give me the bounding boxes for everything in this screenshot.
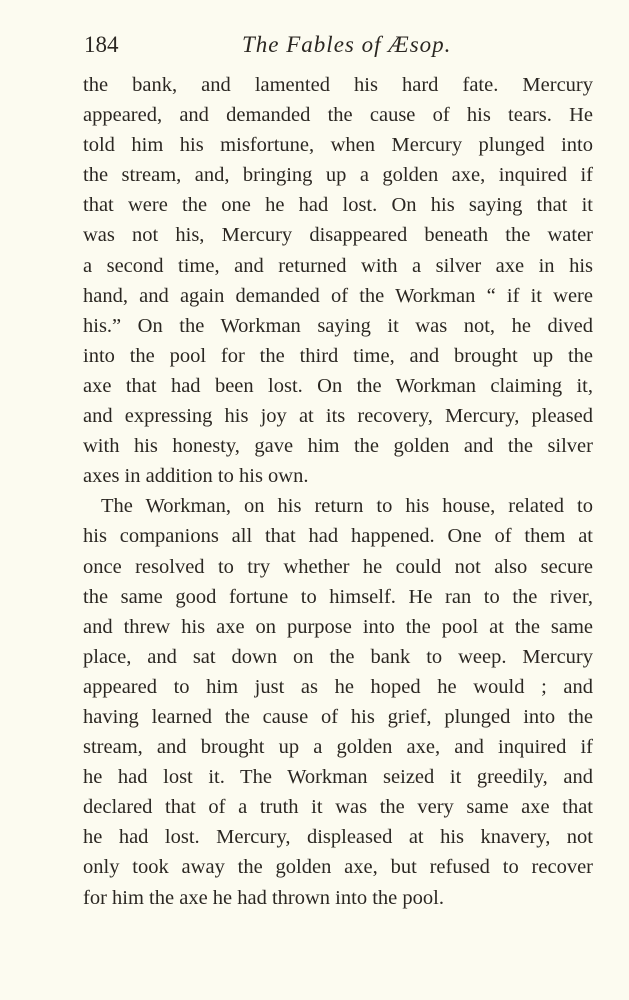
text-line: and threw his axe on purpose into the pool at the same	[83, 615, 593, 638]
text-line: declared that of a truth it was the very same axe that	[83, 796, 593, 819]
text-line: axe that had been lost. On the Workman claiming it,	[83, 374, 593, 397]
text-line: axes in addition to his own.	[83, 465, 309, 488]
text-line: the bank, and lamented his hard fate. Mercury	[83, 74, 593, 96]
running-head	[84, 30, 546, 64]
text-line: appeared, and demanded the cause of his tears. He	[83, 104, 593, 127]
text-line: was not his, Mercury disappeared beneath the water	[83, 224, 593, 247]
text-line: into the pool for the third time, and brought up the	[83, 344, 593, 367]
text-line: and expressing his joy at its recovery, Mercury, pleased	[83, 405, 593, 428]
text-line: having learned the cause of his grief, plunged into the	[83, 705, 593, 728]
text-line: that were the one he had lost. On his saying that it	[83, 194, 593, 217]
page-number: 184	[84, 32, 119, 57]
text-line: The Workman, on his return to his house, related to	[101, 495, 593, 518]
text-line: a second time, and returned with a silver axe in his	[83, 254, 593, 277]
text-line: told him his misfortune, when Mercury plunged into	[83, 134, 593, 157]
text-line: with his honesty, gave him the golden and the silver	[83, 435, 593, 458]
paragraph-2	[83, 491, 593, 912]
text-line: he had lost it. The Workman seized it greedily, and	[83, 766, 593, 789]
text-line: his companions all that had happened. One of them at	[83, 525, 593, 548]
text-line: the same good fortune to himself. He ran to the river,	[83, 585, 593, 608]
text-line: only took away the golden axe, but refused to recover	[83, 856, 593, 879]
text-line: hand, and again demanded of the Workman “ if it were	[83, 284, 593, 307]
paragraph-1	[83, 70, 593, 491]
text-line: stream, and brought up a golden axe, and inquired if	[83, 736, 593, 759]
text-line: appeared to him just as he hoped he would ; and	[83, 675, 593, 698]
text-line: his.” On the Workman saying it was not, he dived	[83, 314, 593, 337]
text-line: once resolved to try whether he could not also secure	[83, 555, 593, 578]
body-text	[83, 70, 593, 913]
text-line: for him the axe he had thrown into the pool.	[83, 886, 444, 909]
running-title: The Fables of Æsop.	[242, 32, 452, 57]
text-line: place, and sat down on the bank to weep. Mercury	[83, 645, 593, 668]
text-line: he had lost. Mercury, displeased at his knavery, not	[83, 826, 593, 849]
text-line: the stream, and, bringing up a golden axe, inquired if	[83, 164, 593, 187]
